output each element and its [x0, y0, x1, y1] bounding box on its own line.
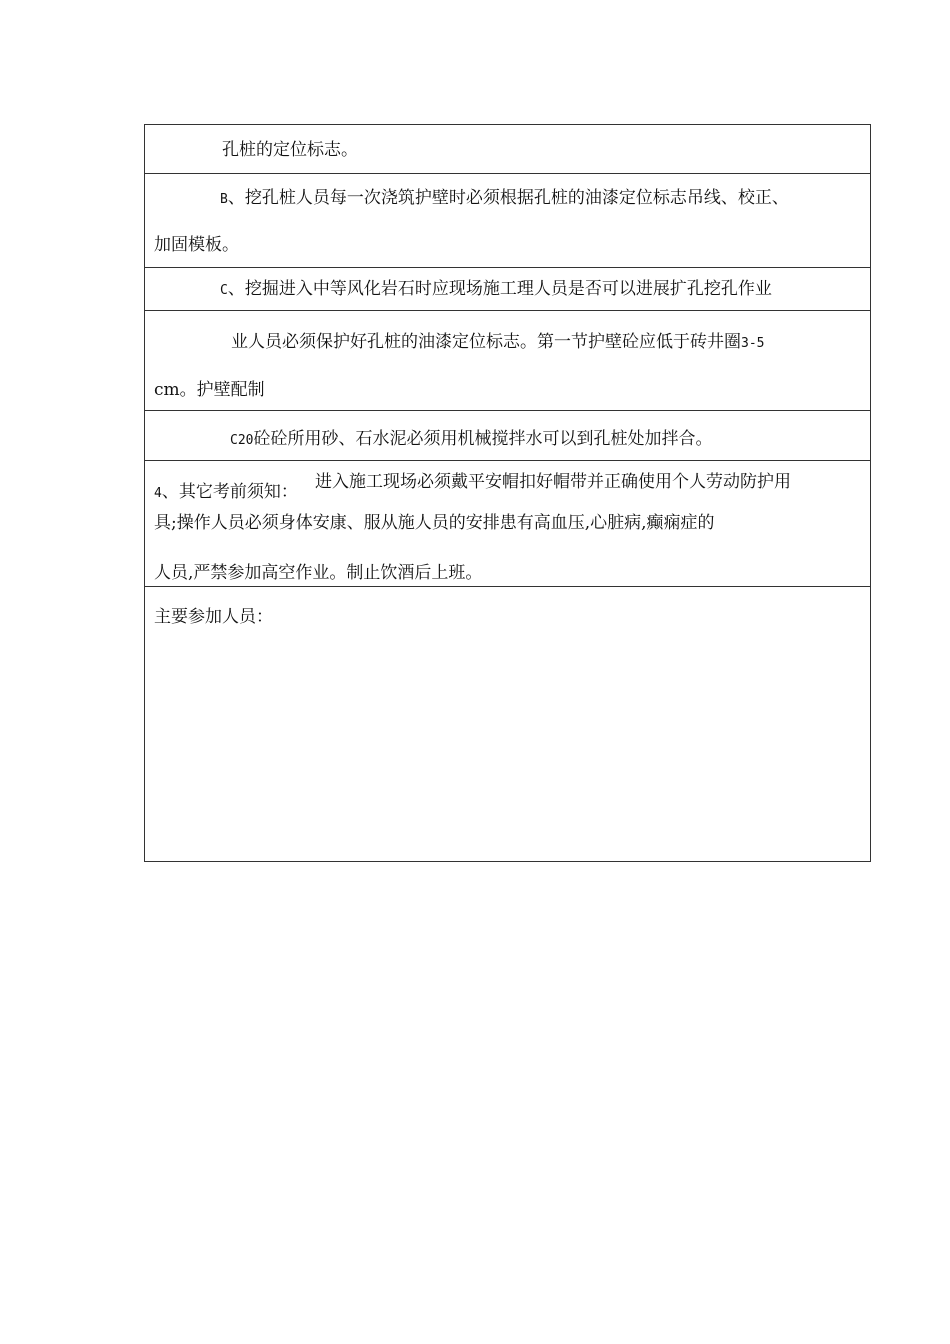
row-text: 业人员必须保护好孔桩的油漆定位标志。第一节护壁砼应低于砖井圈3-5 — [231, 332, 765, 352]
row-text: 孔桩的定位标志。 — [222, 140, 358, 160]
table-row — [145, 174, 870, 268]
row-text: 加固模板。 — [154, 235, 239, 255]
row-text: C20砼砼所用砂、石水泥必须用机械搅拌水可以到孔桩处加拌合。 — [230, 429, 713, 449]
table-row — [145, 268, 870, 311]
safety-briefing-table — [144, 124, 871, 862]
row-text: cm。护壁配制 — [154, 380, 265, 400]
row-text: C、挖掘进入中等风化岩石时应现场施工理人员是否可以进展扩孔挖孔作业 — [220, 279, 772, 299]
row-text: 人员,严禁参加高空作业。制止饮酒后上班。 — [154, 563, 483, 583]
row-text: B、挖孔桩人员每一次浇筑护壁时必须根据孔桩的油漆定位标志吊线、校正、 — [220, 188, 789, 208]
participants-label: 主要参加人员： — [154, 607, 273, 627]
item-prefix: B — [220, 192, 228, 207]
table-row — [145, 411, 870, 461]
item-prefix: C — [220, 283, 228, 298]
table-row — [145, 125, 870, 174]
row-text: 进入施工现场必须戴平安帽扣好帽带并正确使用个人劳动防护用 — [315, 472, 791, 492]
item-prefix: C20 — [230, 433, 254, 448]
range-number: 3-5 — [741, 336, 765, 351]
table-row — [145, 311, 870, 411]
table-row — [145, 461, 870, 587]
row-text: 具;操作人员必须身体安康、服从施人员的安排患有高血压,心脏病,癫痫症的 — [154, 513, 715, 533]
participants-row — [145, 587, 870, 861]
item-prefix: 4 — [154, 486, 162, 501]
notes-label: 4、其它考前须知： — [154, 482, 298, 502]
